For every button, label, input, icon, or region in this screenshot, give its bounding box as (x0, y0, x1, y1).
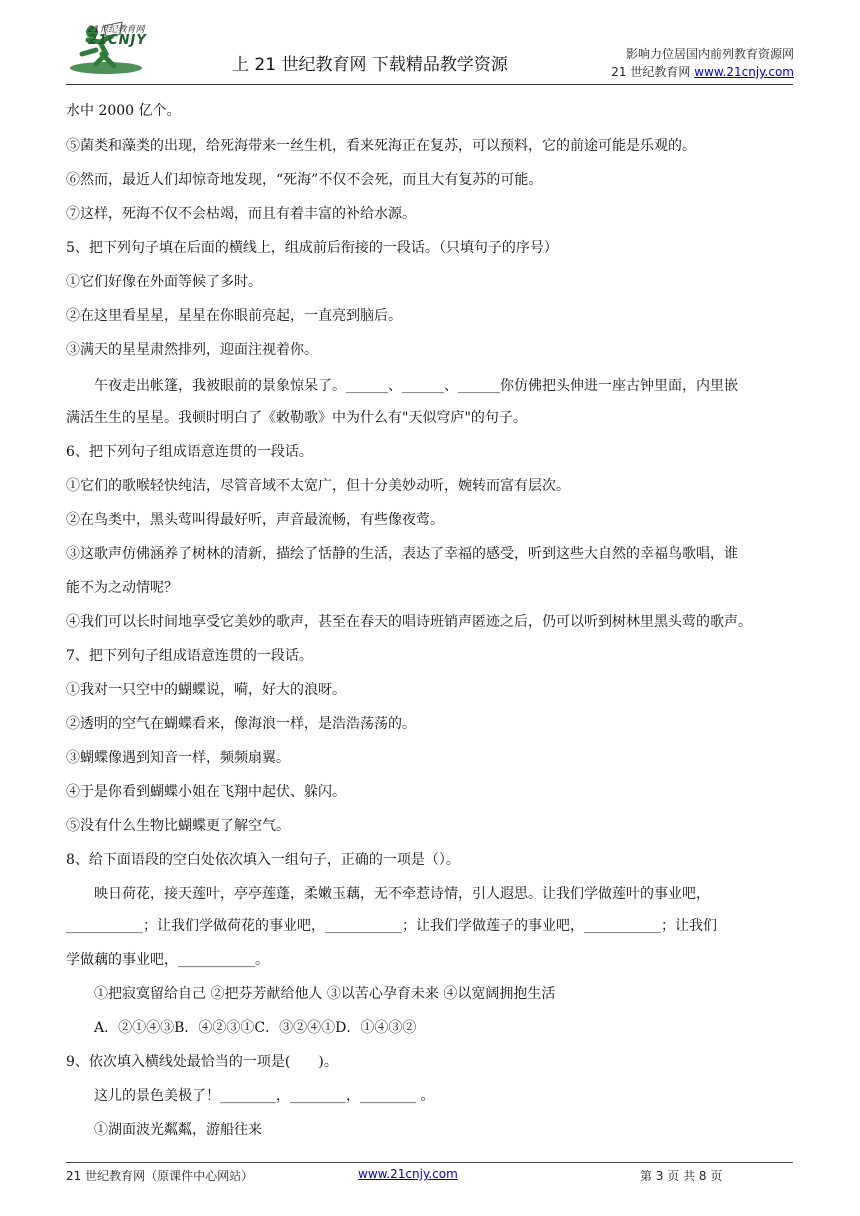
text-line: 午夜走出帐篷，我被眼前的景象惊呆了。______、______、______你仿佛把头伸进一座古钟里面，内里嵌 (94, 378, 738, 394)
text-line: ⑦这样，死海不仅不会枯竭，而且有着丰富的补给水源。 (66, 206, 416, 222)
text-line: ③这歌声仿佛涵养了树林的清新，描绘了恬静的生活，表达了幸福的感受，听到这些大自然的幸福鸟歌唱，谁 (66, 546, 738, 562)
text-line: 映日荷花，接天莲叶，亭亭莲蓬，柔嫩玉藕，无不牵惹诗情，引人遐思。让我们学做莲叶的事业吧， (94, 886, 710, 902)
page-number: 第 3 页 共 8 页 (640, 1169, 723, 1183)
text-line: ②在鸟类中，黑头莺叫得最好听，声音最流畅，有些像夜莺。 (66, 512, 444, 528)
text-line: ①湖面波光粼粼，游船往来 (94, 1122, 262, 1138)
text-line: ①我对一只空中的蝴蝶说，嗬，好大的浪呀。 (66, 682, 346, 698)
text-line: 能不为之动情呢？ (66, 580, 178, 596)
footer-divider (66, 1162, 793, 1163)
text-line: ③蝴蝶像遇到知音一样，频频扇翼。 (66, 750, 290, 766)
text-line: 满活生生的星星。我顿时明白了《敕勒歌》中为什么有"天似穹庐"的句子。 (66, 410, 527, 426)
text-line: ③满天的星星肃然排列，迎面注视着你。 (66, 342, 318, 358)
header-tagline: 影响力位居国内前列教育资源网 (625, 47, 794, 61)
header-site-line (611, 63, 794, 81)
header-site-link[interactable]: www.21cnjy.com (694, 65, 794, 79)
text-line: 学做藕的事业吧，___________。 (66, 952, 269, 968)
answer-choices: A．②①④③B．④②③①C．③②④①D．①④③② (94, 1020, 417, 1036)
question-heading: 6、把下列句子组成语意连贯的一段话。 (66, 444, 313, 460)
header-slogan: 上 21 世纪教育网 下载精品教学资源 (232, 55, 508, 75)
text-line: ②在这里看星星，星星在你眼前亮起，一直亮到脑后。 (66, 308, 402, 324)
logo-wordmark: 21CNJY (88, 33, 147, 48)
page-header (0, 0, 860, 86)
footer-link[interactable]: www.21cnjy.com (358, 1167, 458, 1181)
question-heading: 8、给下面语段的空白处依次填入一组句子，正确的一项是（）。 (66, 852, 460, 868)
text-line: ①它们的歌喉轻快纯洁，尽管音域不太宽广，但十分美妙动听，婉转而富有层次。 (66, 478, 570, 494)
options-line: ①把寂寞留给自己 ②把芬芳献给他人 ③以苦心孕育未来 ④以宽阔拥抱生活 (94, 986, 556, 1002)
text-line: ___________；让我们学做荷花的事业吧，___________；让我们学做莲子的事业吧，___________；让我们 (66, 918, 717, 934)
text-line: ④我们可以长时间地享受它美妙的歌声，甚至在春天的唱诗班销声匿迹之后，仍可以听到树林里黑头莺的歌声。 (66, 614, 752, 630)
text-line: 水中 2000 亿个。 (66, 103, 181, 119)
text-line: ①它们好像在外面等候了多时。 (66, 274, 262, 290)
question-heading: 5、把下列句子填在后面的横线上，组成前后衔接的一段话。（只填句子的序号） (66, 240, 558, 256)
text-line: ②透明的空气在蝴蝶看来，像海浪一样，是浩浩荡荡的。 (66, 716, 416, 732)
text-line: 这儿的景色美极了！________，________，________ 。 (94, 1088, 435, 1104)
header-right-info (611, 45, 794, 81)
text-line: ⑥然而，最近人们却惊奇地发现，“死海”不仅不会死，而且大有复苏的可能。 (66, 172, 543, 188)
text-line: ④于是你看到蝴蝶小姐在飞翔中起伏、躲闪。 (66, 784, 346, 800)
question-heading: 9、依次填入横线处最恰当的一项是( )。 (66, 1054, 338, 1070)
text-line: ⑤没有什么生物比蝴蝶更了解空气。 (66, 818, 290, 834)
text-line: ⑤菌类和藻类的出现，给死海带来一丝生机，看来死海正在复苏，可以预料，它的前途可能是乐观的。 (66, 138, 696, 154)
header-divider (66, 84, 793, 85)
logo-subtitle: 21世纪教育网 (88, 25, 145, 35)
header-site-label: 21 世纪教育网 (611, 65, 695, 79)
footer-site-name: 21 世纪教育网（原课件中心网站） (66, 1169, 254, 1183)
question-heading: 7、把下列句子组成语意连贯的一段话。 (66, 648, 313, 664)
